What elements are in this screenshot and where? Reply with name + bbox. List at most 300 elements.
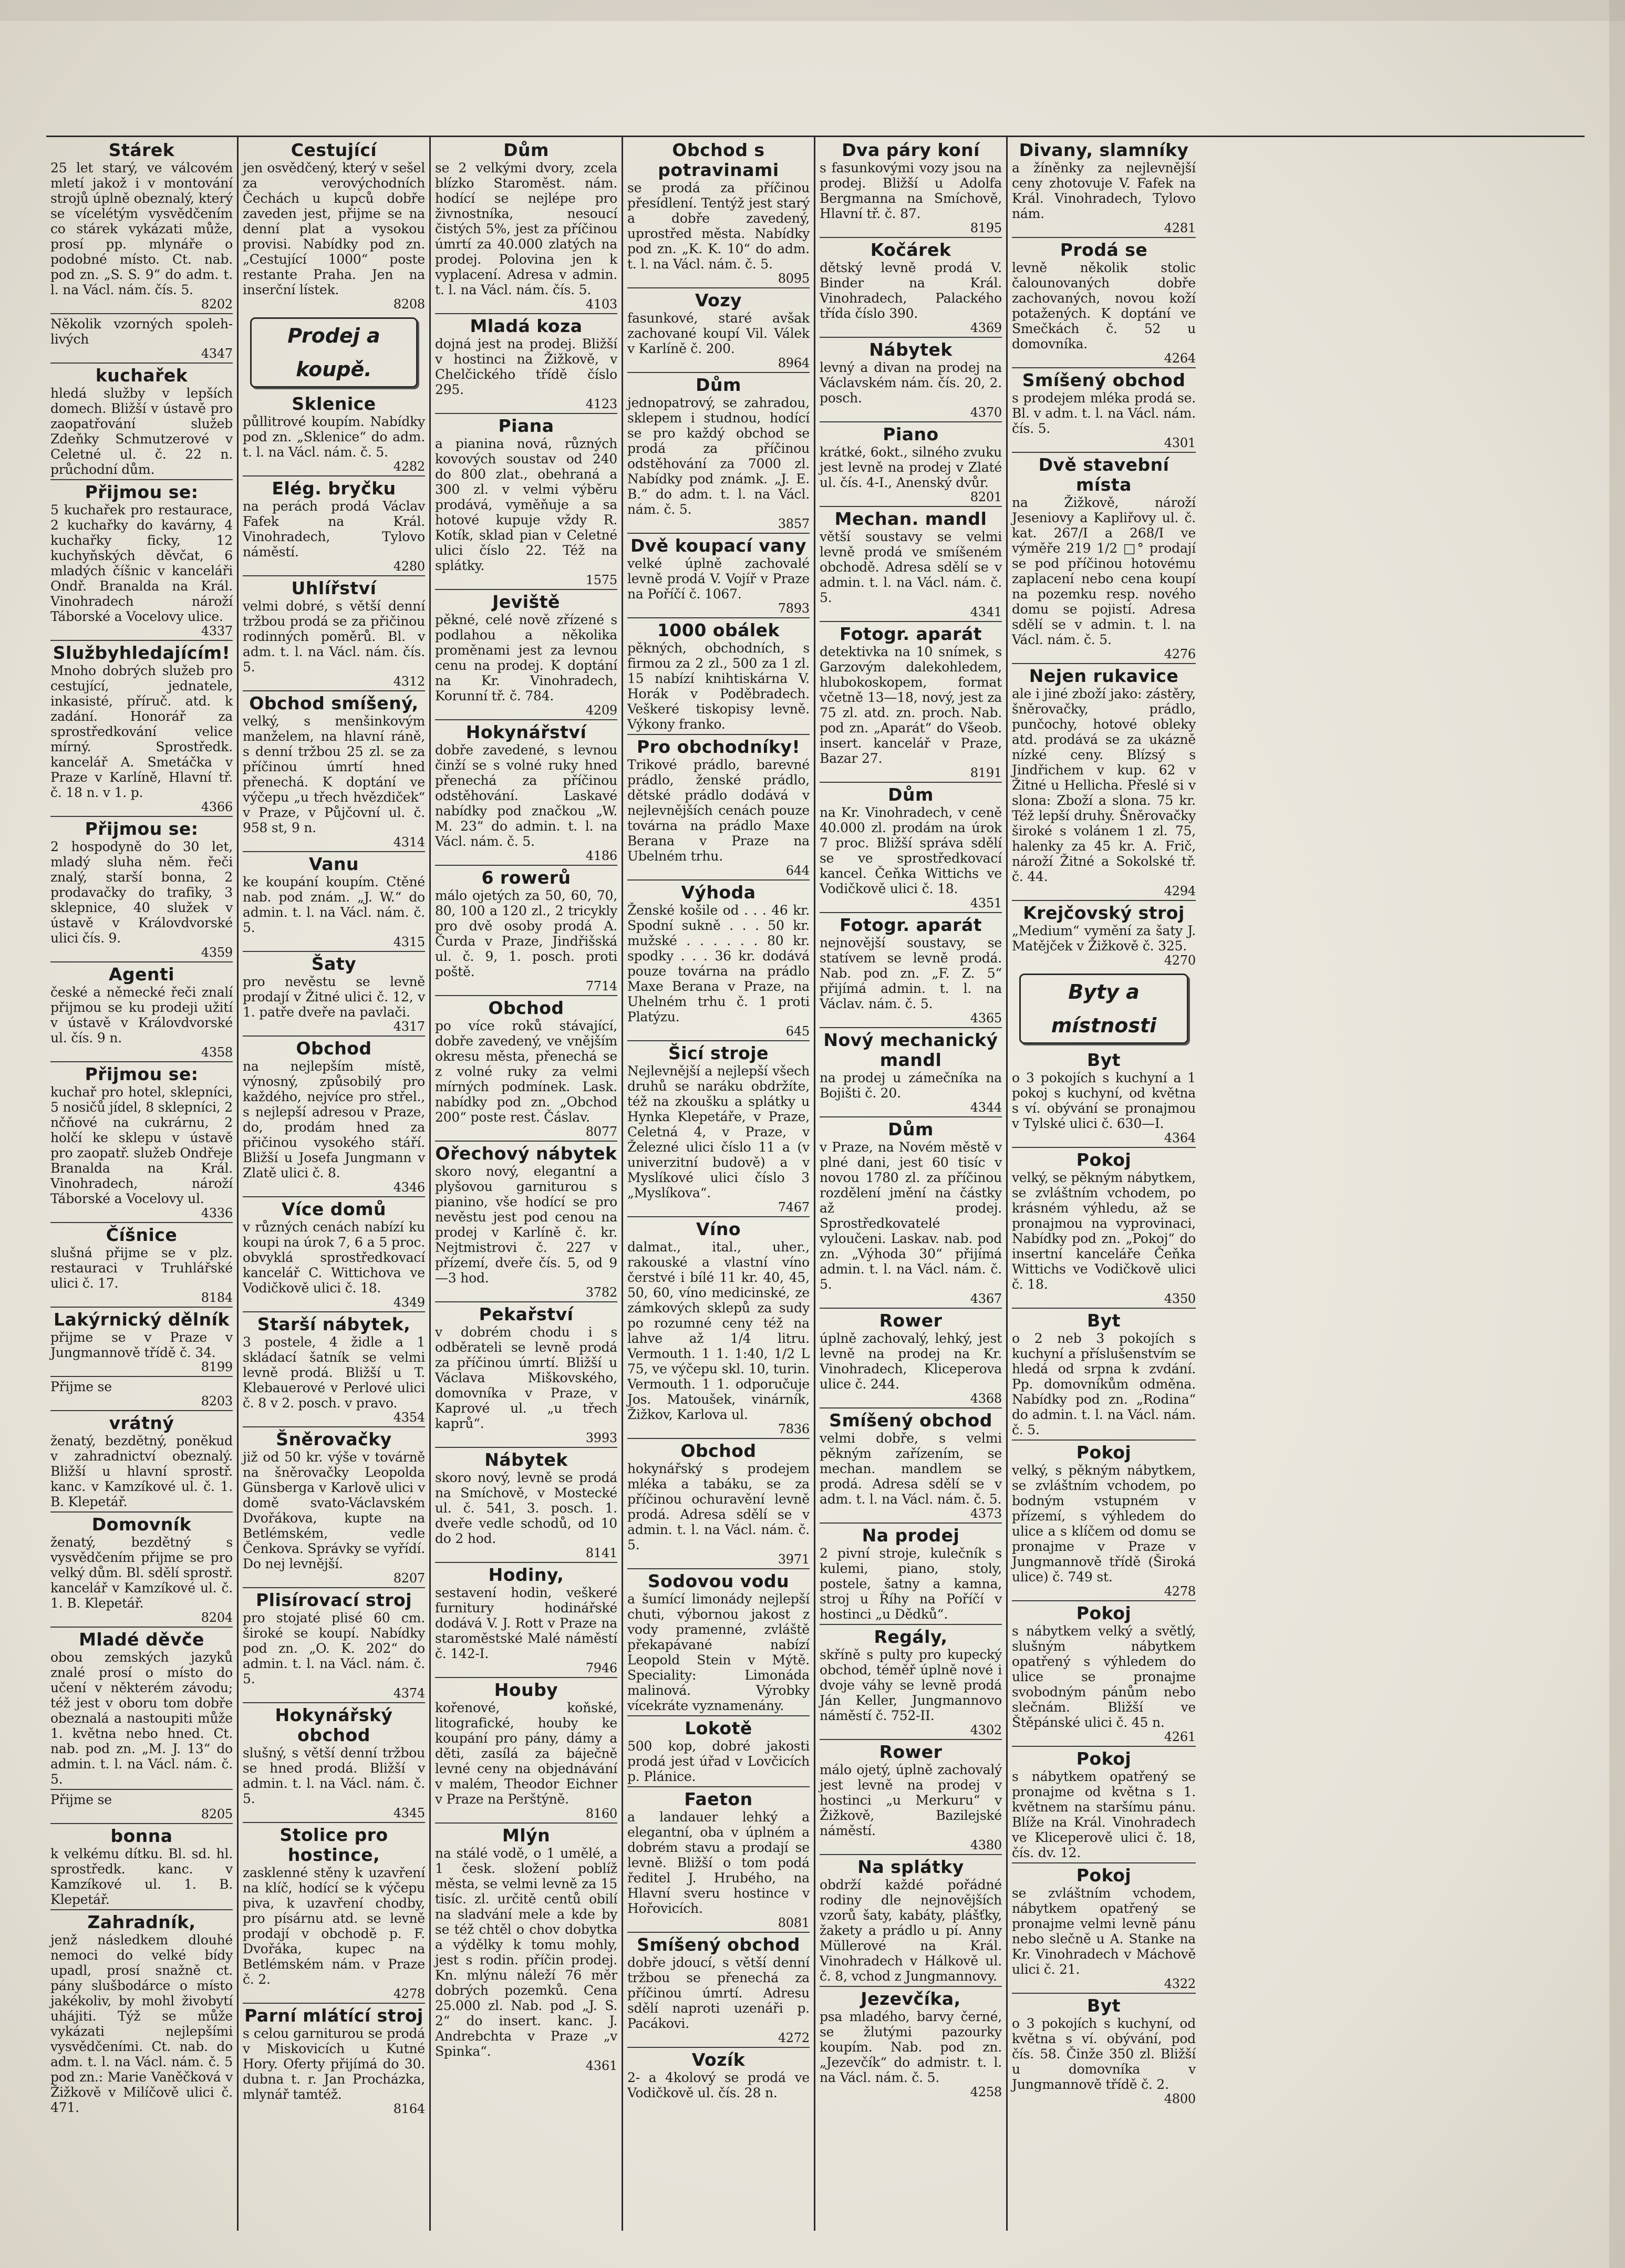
- ad-heading: Pokoj: [1076, 1442, 1132, 1463]
- ad-text: k velkému dítku. Bl. sd. hl. sprostředk. kanc. v Kamzíkové ul. 1. B. Klepetář.: [50, 1846, 233, 1907]
- classified-ad: [435, 719, 617, 863]
- classified-ad: [1012, 900, 1196, 967]
- classified-ad: [627, 617, 810, 732]
- classified-ad: [820, 1739, 1002, 1852]
- classified-ad: [50, 313, 233, 360]
- ad-text: skoro nový, levně se prodá na Smíchově, v Mostecké ul. č. 541, 3. posch. 1. dveře vedle schodů, od 10 do 2 hod.: [435, 1470, 617, 1546]
- classified-ad: [435, 140, 617, 311]
- ad-heading: Obchod: [488, 998, 564, 1018]
- classified-ad: [820, 337, 1002, 419]
- ad-number: 4370: [970, 405, 1002, 420]
- classified-ad: [243, 2003, 425, 2116]
- ad-number: 4314: [393, 835, 425, 850]
- ad-heading: Pekařství: [479, 1304, 574, 1324]
- ad-heading: Víno: [696, 1219, 741, 1239]
- ad-number: 4359: [201, 945, 233, 960]
- ad-heading: Parní mlátící stroj: [244, 2005, 423, 2026]
- classified-ad: [820, 1407, 1002, 1520]
- classified-ad: [50, 1410, 233, 1509]
- ad-heading: Piana: [498, 416, 554, 436]
- classified-ad: [50, 1627, 233, 1787]
- classified-ad: [820, 1027, 1002, 1114]
- classified-ad: [50, 640, 233, 814]
- ad-heading: Přijmou se:: [85, 482, 199, 502]
- classified-ad: [1012, 140, 1196, 235]
- classified-ad: [435, 313, 617, 411]
- classified-ad: [50, 1061, 233, 1220]
- ad-text: v různých cenách nabízí ku koupi na úrok 7, 6 a 5 proc. obvyklá sprostředkovací kancelář C. Wittichova ve Vodičkově ulici č. 18.: [243, 1219, 425, 1296]
- ad-number: 4261: [1164, 1730, 1196, 1744]
- ad-heading: Pokoj: [1076, 1865, 1132, 1886]
- ad-text: a šumící limonády nejlepší chuti, výbornou jakost z vody pramenné, zvláště překapávané nabízí Leopold Stein v Mýtě. Speciality: Limonáda malinová. Výrobky vícekráte vyznamenány.: [627, 1591, 810, 1713]
- classified-ad: [820, 1624, 1002, 1737]
- ad-heading: Mladé děvče: [79, 1629, 204, 1650]
- ad-text: ke koupání koupím. Ctěné nab. pod znám. „J. W.“ do admin. t. l. na Václ. nám. č. 5.: [243, 874, 425, 935]
- ad-heading: Pokoj: [1076, 1748, 1132, 1769]
- ad-number: 8207: [393, 1571, 425, 1586]
- classified-ad: [1012, 1862, 1196, 1991]
- ad-text: na Žižkově, nároží Jeseniovy a Kapliřovy ul. č. kat. 267/I a 268/I ve výměře 219 1/2 □° prodají se pod příčinou hotovému zaplacení nebo cena koupí na pozemku resp. nového domu se pojistí. Adresa sdělí se v admin. t. l. na Václ. nám. č. 5.: [1012, 495, 1196, 647]
- ad-number: 8964: [778, 356, 810, 370]
- ad-heading: Krejčovský stroj: [1023, 903, 1185, 923]
- ad-text: v dobrém chodu i s odběrateli se levně prodá za příčinou úmrtí. Bližší u Václava Miškovského, domovníka v Praze, v Kaprové ul. „u třech kaprů“.: [435, 1324, 617, 1431]
- classified-ad: [1012, 1993, 1196, 2106]
- ad-heading: Dům: [888, 1119, 934, 1140]
- ad-heading: Zahradník,: [87, 1912, 196, 1932]
- ad-number: 8195: [970, 221, 1002, 235]
- ad-heading: Vozík: [691, 2049, 746, 2070]
- ad-text: na stálé vodě, o 1 umělé, a 1 česk. složení poblíž města, se velmi levně za 15 tisíc. zl. určitě centů obilí na sladvání mele a kde by se též chtěl o chov dobytka a výdělky k tomu mohly, jest s rodin. příčin prodej. Kn. mlýnu náleží 76 měr dobrých pozemků. Cena 25.000 zl. Nab. pod „J. S. 2“ do insert. kanc. J. Andrebchta v Praze „v Spinka“.: [435, 1846, 617, 2059]
- classified-ad: [50, 1511, 233, 1624]
- ad-number: 4281: [1164, 221, 1196, 235]
- ad-heading: Výhoda: [681, 882, 756, 903]
- ad-text: Nejlevnější a nejlepší všech druhů se naráku obdržíte, též na zkoušku a splátky u Hynka Klepetáře, v Praze, Celetná 4, v Praze, v Železné ulici číslo 11 a (v univerzitní budově) a v Myslíkové ulici číslo 3 „Myslíkova“.: [627, 1063, 810, 1200]
- ad-text: skříně s pulty pro kupecký obchod, téměř úplně nové i dvoje váhy se levně prodá Ján Keller, Jungmannovo náměstí č. 752-II.: [820, 1647, 1002, 1723]
- ad-number: 4364: [1164, 1131, 1196, 1145]
- ad-heading: Jeviště: [492, 592, 560, 612]
- classified-ad: [435, 995, 617, 1138]
- ad-heading: Více domů: [282, 1199, 386, 1219]
- classified-ad: [820, 621, 1002, 780]
- classified-ad: [435, 589, 617, 717]
- classified-ad: [50, 961, 233, 1059]
- ad-number: 4350: [1164, 1291, 1196, 1306]
- ad-heading: Pro obchodníky!: [636, 737, 801, 757]
- ad-heading: Houby: [494, 1680, 558, 1700]
- ad-text: ženatý, bezdětný, poněkud v zahradnictví obeznalý. Bližší u hlavní sprostř. kanc. v Kamzíkové ul. č. 1. B. Klepetář.: [50, 1433, 233, 1509]
- ad-number: 4123: [585, 397, 617, 411]
- ad-heading: Kočárek: [870, 240, 951, 260]
- ad-text: dojná jest na prodej. Bližší v hostinci na Žižkově, v Chelčického třídě číslo 295.: [435, 336, 617, 397]
- ad-heading: Dvě koupací vany: [630, 535, 807, 556]
- ad-number: 4294: [1164, 884, 1196, 898]
- ad-number: 8081: [778, 1915, 810, 1930]
- classified-ad: [1012, 452, 1196, 661]
- ad-number: 7946: [585, 1661, 617, 1675]
- ad-text: 25 let starý, ve válcovém mletí jakož i v montování strojů úplně obeznalý, který se vícelétým vysvědčením co stárek vykázati může, prosí pp. mlynáře o podobné místo. Ct. nab. pod zn. „S. S. 9“ do adm. t. l. na Václ. nám. čís. 5.: [50, 160, 233, 297]
- ad-text: a pianina nová, různých kovových soustav od 240 do 800 zlat., obehraná a 300 zl. v velmi výběru prodává, vyměňuje a sa hotové kupuje vždy R. Kotík, sklad pian v Celetné ulici číslo 22. Též na splátky.: [435, 436, 617, 573]
- ad-number: 8095: [778, 271, 810, 286]
- ad-heading: 6 rowerů: [481, 867, 571, 888]
- ad-heading: Dům: [888, 784, 934, 805]
- classified-ad: [1012, 1439, 1196, 1598]
- ad-text: kuchař pro hotel, sklepníci, 5 nosičů jídel, 8 sklepníci, 2 nčňové na cukrárnu, 2 holčí ke sklepu v ústavě pro zaopatř. služeb Ondřeje Branalda na Král. Vinohradech, nároží Táborské a Vocelovy ul.: [50, 1084, 233, 1206]
- ad-text: velký, se pěkným nábytkem, se zvláštním vchodem, po krásném výhledu, až se pronajmou na vyprovinaci, Nabídky pod zn. „Pokoj“ do insertní kanceláře Čeňka Wittichs ve Vodičkově ulici č. 18.: [1012, 1170, 1196, 1292]
- ad-number: 4312: [393, 674, 425, 689]
- ad-number: 4282: [393, 459, 425, 474]
- ad-text: přijme se v Praze v Jungmannově třídě č. 34.: [50, 1330, 233, 1360]
- classified-ad: [820, 1116, 1002, 1306]
- ad-text: pro stojaté plisé 60 cm. široké se koupí. Nabídky pod zn. „O. K. 202“ do admin. t. l. na Václ. nám. č. 5.: [243, 1610, 425, 1686]
- classified-ad: [50, 816, 233, 959]
- ad-text: levný a divan na prodej na Václavském nám. čís. 20, 2. posch.: [820, 360, 1002, 406]
- ad-number: 4270: [1164, 953, 1196, 968]
- ad-heading: Nový mechanický mandl: [823, 1030, 998, 1070]
- ad-heading: Smíšený obchod: [1022, 370, 1186, 390]
- ad-number: 8204: [201, 1610, 233, 1625]
- ad-text: detektivka na 10 snímek, s Garzovým dalekohledem, hlubokoskopem, format včetně 13—18, nový, jest za 75 zl. atd. zn. proch. Nab. pod zn. „Aparát“ do Všeob. insert. kancelář v Praze, Bazar 27.: [820, 644, 1002, 766]
- ad-text: s fasunkovými vozy jsou na prodej. Bližší u Adolfa Bergmanna na Smíchově, Hlavní tř. č. 87.: [820, 160, 1002, 221]
- ad-heading: Divany, slamníky: [1019, 140, 1189, 160]
- ad-text: Několik vzorných spoleh-livých: [50, 316, 233, 347]
- ad-heading: Byt: [1087, 1050, 1121, 1070]
- ad-heading: Faeton: [684, 1789, 753, 1809]
- ad-heading: Pokoj: [1076, 1149, 1132, 1170]
- ad-number: 7836: [778, 1422, 810, 1436]
- ad-text: velmi dobře, s velmi pěkným zařízením, se mechan. mandlem se prodá. Adresa sdělí se v adm. t. l. na Václ. nám. č. 5.: [820, 1431, 1002, 1507]
- ad-heading: Mladá koza: [470, 316, 583, 336]
- classified-ad: [435, 865, 617, 993]
- ad-text: velké úplně zachovalé levně prodá V. Vojíř v Praze na Poříčí č. 1067.: [627, 556, 810, 602]
- ad-text: slušná přijme se v plz. restauraci v Truhlářské ulici č. 17.: [50, 1245, 233, 1291]
- ad-number: 4369: [970, 320, 1002, 335]
- ad-text: s prodejem mléka prodá se. Bl. v adm. t. l. na Václ. nám. čís. 5.: [1012, 390, 1196, 436]
- ad-text: psa mladého, barvy černé, se žlutými pazourky koupím. Nab. pod zn. „Jezevčík“ do admistr. t. l. na Václ. nám. č. 5.: [820, 2009, 1002, 2085]
- classified-ad: [243, 394, 425, 473]
- ad-number: 4368: [970, 1391, 1002, 1406]
- ad-text: na prodej u zámečníka na Bojišti č. 20.: [820, 1070, 1002, 1101]
- classified-ad: [627, 1216, 810, 1436]
- ad-heading: 1000 obálek: [657, 620, 780, 640]
- ad-number: 7893: [778, 601, 810, 616]
- classified-ad: [627, 372, 810, 531]
- page-edge-right: [1609, 0, 1625, 2268]
- ad-text: pěkné, celé nově zřízené s podlahou a několika proměnami jest za levnou cenu na prodej. K doptání na Kr. Vinohradech, Korunní tř. č. 784.: [435, 612, 617, 703]
- ad-heading: Rower: [879, 1310, 943, 1331]
- classified-ad: [627, 140, 810, 285]
- ad-text: po více roků stávající, dobře zavedený, ve vnějším okresu města, přenechá se z volné ruky za velmi mírných podmínek. Lask. nabídky pod zn. „Obchod 200“ poste rest. Čáslav.: [435, 1018, 617, 1125]
- section-heading-box: Prodej a koupě.: [250, 317, 418, 388]
- ad-heading: Hodiny,: [488, 1565, 564, 1585]
- ad-number: 4272: [778, 2031, 810, 2045]
- ad-text: 500 kop, dobré jakosti prodá jest úřad v Lovčicích p. Plánice.: [627, 1738, 810, 1784]
- ad-heading: Rower: [879, 1742, 943, 1762]
- classified-ad: [435, 1562, 617, 1675]
- column-4: [623, 137, 815, 2231]
- ad-heading: Piano: [883, 424, 939, 444]
- ad-number: 4354: [393, 1410, 425, 1425]
- ad-number: 4380: [970, 1838, 1002, 1852]
- ad-text: o 2 neb 3 pokojích s kuchyní a příslušenstvím se hledá od srpna k zvdání. Pp. domovníkům odměna. Nabídky pod zn. „Rodina“ do admin. t. l. na Václ. nám. č. 5.: [1012, 1331, 1196, 1437]
- ad-number: 8184: [201, 1290, 233, 1305]
- ad-text: se zvláštním vchodem, nábytkem opatřený se pronajme velmi levně pánu nebo slečně u A. Stanke na Kr. Vinohradech v Máchově ulici č. 21.: [1012, 1886, 1196, 1977]
- classified-columns: [46, 136, 1585, 2231]
- ad-text: levně několik stolic čalounovaných dobře zachovaných, novou koží potažených. K doptání ve Smečkách č. 52 u domovníka.: [1012, 260, 1196, 351]
- ad-text: se prodá za příčinou přesídlení. Tentýž jest starý a dobře zavedený, uprostřed města. Nabídky pod zn. „K. K. 10“ do adm. t. l. na Václ. nám. č. 5.: [627, 180, 810, 272]
- ad-text: velký, s menšinkovým manželem, na hlavní ráně, s denní tržbou 25 zl. se za příčinou úmrtí hned přenechá. K doptání ve výčepu „u třech hvězdiček“ v Praze, v Půjčovní ul. č. 958 st, 9 n.: [243, 713, 425, 835]
- ad-number: 8203: [201, 1394, 233, 1409]
- ad-number: 8208: [393, 297, 425, 312]
- ad-number: 4280: [393, 559, 425, 574]
- ad-text: obou zemských jazyků znalé prosí o místo do učení v některém závodu; též jest v oboru tom dobře obeznalá a nastoupiti může 1. května nebo hned. Ct. nab. pod zn. „M. J. 13“ do admin. t. l. na Václ. nám. č. 5.: [50, 1650, 233, 1787]
- ad-heading: Obchod: [680, 1441, 757, 1461]
- ad-text: Trikové prádlo, barevné prádlo, ženské prádlo, dětské prádlo dodává v nejlevnějších cenách pouze továrna na prádlo Maxe Berana v Praze na Ubelném trhu.: [627, 757, 810, 864]
- ad-number: 4349: [393, 1295, 425, 1310]
- classified-ad: [243, 140, 425, 311]
- ad-number: 3782: [585, 1285, 617, 1300]
- ad-number: 4366: [201, 800, 233, 814]
- ad-heading: Domovník: [91, 1514, 192, 1535]
- ad-text: málo ojetých za 50, 60, 70, 80, 100 a 120 zl., 2 tricykly pro dvě osoby prodá A. Čurda v Praze, Jindřišská ul. č. 9, 1. posch. proti poště.: [435, 888, 617, 979]
- ad-number: 4347: [201, 346, 233, 361]
- ad-text: ale i jiné zboží jako: zástěry, šněrovačky, prádlo, punčochy, hotové obleky atd. prodává se za ukázně nízké ceny. Blízsý s Jindřichem v kup. 62 v Žitné u Hellicha. Přeslé si v slona: Zboží a slona. 75 kr. Též lepší druhy. Šněrovačky široké s volánem 1 zl. 75, halenky za 45 kr. A. Frič, nároží Žitné a Sokolské tř. č. 44.: [1012, 686, 1196, 884]
- ad-number: 4336: [201, 1206, 233, 1220]
- classified-ad: [627, 1715, 810, 1784]
- ad-text: dobře jdoucí, s větší denní tržbou se přenechá za příčinou úmrtí. Adresu sdělí naproti uzenáři p. Pacákovi.: [627, 1955, 810, 2031]
- ad-number: 8201: [970, 490, 1002, 504]
- classified-ad: [243, 1426, 425, 1585]
- ad-text: české a německé řeči znalí přijmou se ku prodeji užití v ústavě v Královdvorské ul. čís. 9 n.: [50, 985, 233, 1045]
- classified-ad: [243, 1822, 425, 2001]
- classified-ad: [820, 506, 1002, 619]
- column-2: [239, 137, 431, 2231]
- classified-ad: [50, 1909, 233, 2115]
- ad-heading: Cestující: [291, 140, 377, 160]
- ad-text: Přijme se: [50, 1792, 112, 1807]
- ad-number: 4264: [1164, 351, 1196, 366]
- ad-number: 4361: [585, 2058, 617, 2073]
- ad-text: a žíněnky za nejlevnější ceny zhotovuje V. Fafek na Král. Vinohradech, Tylovo nám.: [1012, 160, 1196, 221]
- ad-text: hokynářský s prodejem mléka a tabáku, se za příčinou ochuravění levně prodá. Adresa sdělí se v admin. t. l. na Václ. nám. č. 5.: [627, 1461, 810, 1552]
- ad-number: 8164: [393, 2101, 425, 2116]
- ad-number: 8160: [585, 1806, 617, 1821]
- ad-heading: Ořechový nábytek: [435, 1143, 617, 1164]
- ad-number: 4345: [393, 1806, 425, 1820]
- classified-ad: [50, 1823, 233, 1907]
- ad-number: 3993: [585, 1431, 617, 1445]
- ad-heading: Lakýrnický dělník: [54, 1309, 230, 1330]
- ad-heading: Starší nábytek,: [257, 1314, 411, 1334]
- ad-text: 5 kuchařek pro restaurace, 2 kuchařky do kavárny, 4 kuchařky ficky, 12 kuchyňských děvčat, 6 mladých číšnic v kanceláři Ondř. Branalda na Král. Vinohradech nároží Táborské a Vocelovy ulice.: [50, 502, 233, 624]
- ad-heading: Dva páry koní: [842, 140, 980, 160]
- classified-ad: [627, 2047, 810, 2100]
- ad-number: 4278: [1164, 1584, 1196, 1599]
- classified-ad: [50, 479, 233, 638]
- ad-text: a landauer lehký a elegantní, oba v úplném a dobrém stavu a prodají se levně. Bližší o tom podá ředitel J. Hrubého, na Hlavní sveru hostince v Hořovicích.: [627, 1809, 810, 1916]
- ad-text: „Medium“ vymění za šaty J. Matějček v Žižkově č. 325.: [1012, 923, 1196, 954]
- ad-heading: Dům: [696, 375, 741, 395]
- ad-number: 4186: [585, 848, 617, 863]
- classified-ad: [243, 690, 425, 849]
- ad-heading: Na prodej: [862, 1525, 960, 1546]
- ad-number: 8077: [585, 1124, 617, 1139]
- ad-text: v Praze, na Novém městě v plné dani, jest 60 tisíc v novou 1780 zl. za příčinou rozdělení jmění na částky až prodej. Sprostředkovatelé vyloučeni. Laskav. nab. pod zn. „Výhoda 30“ přijímá admin. t. l. na Václ. nám. č. 5.: [820, 1140, 1002, 1292]
- ad-heading: Nábytek: [484, 1449, 568, 1470]
- ad-text: s celou garniturou se prodá v Miskovicích u Kutné Hory. Oferty přijímá do 30. dubna t. r. Jan Procházka, mlynář tamtéž.: [243, 2026, 425, 2102]
- ad-number: 4103: [585, 297, 617, 312]
- ad-text: půllitrové koupím. Nabídky pod zn. „Sklenice“ do adm. t. l. na Václ. nám. č. 5.: [243, 414, 425, 460]
- ad-number: 4209: [585, 703, 617, 718]
- classified-ad: [627, 879, 810, 1038]
- ad-text: hledá služby v lepších domech. Bližší v ústavě pro zaopatřování služeb Zdeňky Schmutzerové v Celetné ul. č. 22 n. průchodní dům.: [50, 386, 233, 477]
- ad-number: 4365: [970, 1011, 1002, 1026]
- ad-text: pro nevěstu se levně prodají v Žitné ulici č. 12, v 1. patře dveře na pavlači.: [243, 974, 425, 1020]
- ad-number: 4317: [393, 1019, 425, 1034]
- classified-ad: [243, 475, 425, 573]
- ad-number: 4258: [970, 2085, 1002, 2099]
- ad-text: pěkných, obchodních, s firmou za 2 zl., 500 za 1 zl. 15 nabízí knihtiskárna V. Horák v Poděbradech. Veškeré tiskopisy levně. Výkony franko.: [627, 640, 810, 732]
- classified-ad: [627, 1438, 810, 1566]
- ad-number: 4358: [201, 1045, 233, 1060]
- ad-heading: Regály,: [874, 1627, 948, 1647]
- ad-text: Mnoho dobrých služeb pro cestující, jednatele, inkasisté, příruč. atd. k zadání. Honorář za sprostředkování velice mírný. Sprostředk. kancelář A. Smetáčka v Praze v Karlíně, Hlavní tř. č. 18 n. v 1. p.: [50, 663, 233, 800]
- ad-heading: Agenti: [108, 964, 175, 985]
- ad-text: 3 postele, 4 židle a 1 skládací šatník se velmi levně prodá. Bližší u T. Klebauerové v Perlové ulici č. 8 v 2. posch. v pravo.: [243, 1334, 425, 1411]
- ad-heading: Šaty: [311, 954, 357, 974]
- classified-ad: [820, 1854, 1002, 1984]
- ad-heading: Obchod smíšený,: [249, 693, 419, 713]
- classified-ad: [50, 1789, 233, 1821]
- ad-text: s nábytkem velký a světlý, slušným nábytkem opatřený s výhledem do ulice se pronajme svobodným pánům nebo slečnám. Bližší ve Štěpánské ulici č. 45 n.: [1012, 1623, 1196, 1730]
- classified-ad: [243, 1196, 425, 1309]
- ad-text: jenž následkem dlouhé nemoci do velké bídy upadl, prosí snažně ct. pány slušbodárce o místo jakékoliv, by mohl živobytí uhájiti. Týž se může vykázati nejlepšími vysvědčeními. Ct. nab. do adm. t. l. na Václ. nám. č. 5 pod zn.: Marie Vaněčková v Žižkově v Milíčově ulici č. 471.: [50, 1932, 233, 2115]
- classified-ad: [50, 363, 233, 477]
- classified-ad: [820, 140, 1002, 235]
- classified-ad: [50, 140, 233, 311]
- ad-heading: Dvě stavební místa: [1038, 454, 1169, 495]
- ad-number: 644: [785, 863, 810, 878]
- column-6: [1008, 137, 1200, 2231]
- column-3: [431, 137, 623, 2231]
- ad-heading: Uhlířství: [291, 578, 377, 598]
- ad-heading: Nejen rukavice: [1029, 666, 1179, 686]
- ad-number: 4276: [1164, 647, 1196, 661]
- classified-ad: [435, 1301, 617, 1445]
- ad-heading: kuchařek: [95, 365, 188, 386]
- classified-ad: [50, 1307, 233, 1374]
- ad-text: velmi dobré, s větší denní tržbou prodá se za přičinou rodinných poměrů. Bl. v adm. t. l. na Václ. nám. čís. 5.: [243, 598, 425, 675]
- ad-heading: bonna: [110, 1826, 173, 1846]
- ad-heading: Vozy: [695, 290, 742, 310]
- classified-ad: [1012, 1050, 1196, 1145]
- classified-ad: [627, 734, 810, 877]
- ad-heading: Byt: [1087, 1310, 1121, 1331]
- ad-text: sestavení hodin, veškeré furnitury hodinářské dodává V. J. Rott v Praze na staroměstské Malé náměstí č. 142-I.: [435, 1585, 617, 1661]
- ad-number: 1575: [585, 573, 617, 587]
- column-5: [815, 137, 1008, 2231]
- ad-heading: Mlýn: [502, 1825, 551, 1846]
- ad-heading: Číšnice: [106, 1225, 178, 1245]
- ad-heading: Pokoj: [1076, 1603, 1132, 1623]
- column-1: [46, 137, 239, 2231]
- ad-text: se 2 velkými dvory, zcela blízko Staroměst. nám. hodící se nejlépe pro živnostníka, nesoucí čistých 5%, jest za příčinou úmrtí za 40.000 zlatých na prodej. Polovina jen k vyplacení. Adresa v admin. t. l. na Václ. nám. čís. 5.: [435, 160, 617, 297]
- ad-heading: Smíšený obchod: [637, 1934, 800, 1955]
- ad-text: fasunkové, staré avšak zachované koupí Vil. Válek v Karlíně č. 200.: [627, 310, 810, 356]
- classified-ad: [820, 912, 1002, 1025]
- classified-ad: [243, 575, 425, 688]
- ad-text: jednopatrový, se zahradou, sklepem i studnou, hodící se pro každý obchod se prodá za příčinou odstěhování za 7000 zl. Nabídky pod známk. „J. E. B.“ do adm. t. l. na Václ. nám. č. 5.: [627, 395, 810, 517]
- classified-ad: [435, 1447, 617, 1560]
- ad-text: dalmat., ital., uher., rakouské a vlastní víno čerstvé i bílé 11 kr. 40, 45, 50, 60, víno medicinské, ze zámkových sklepů za sudy po rozumné ceny též na lahve až 1/4 litru. Vermouth. 1 1. 1:40, 1/2 L 75, ve výčepu skl. 10, turin. Vermouth. 1 1. odporučuje Jos. Matoušek, vinárník, Žižkov, Karlova ul.: [627, 1239, 810, 1422]
- ad-heading: Přijmou se:: [85, 819, 199, 839]
- ad-heading: Službyhledajícím!: [53, 643, 231, 663]
- ad-number: 4346: [393, 1180, 425, 1195]
- classified-ad: [820, 1308, 1002, 1405]
- classified-ad: [1012, 1600, 1196, 1744]
- ad-heading: Nábytek: [869, 339, 953, 360]
- ad-text: zasklenné stěny k uzavření na klíč, hodící se k výčepu piva, k uzavření chodby, pro písárnu atd. se levně prodají v obchodě p. F. Dvořáka, kupec na Betlémském nám. v Praze č. 2.: [243, 1865, 425, 1987]
- ad-text: skoro nový, elegantní a plyšovou garniturou s pianino, vše hodící se pro nevěstu jest pod cenou na prodej v Karlíně č. kr. Nejtmistrovi č. 227 v přízemí, dveře čís. 5, od 9—3 hod.: [435, 1164, 617, 1286]
- ad-heading: Lokotě: [685, 1718, 752, 1738]
- ad-number: 4301: [1164, 436, 1196, 450]
- ad-text: krátké, 6okt., silného zvuku jest levně na prodej v Zlaté ul. čís. 4-I., Anenský dvůr.: [820, 444, 1002, 490]
- ad-heading: Byt: [1087, 1995, 1121, 2016]
- classified-ad: [820, 1986, 1002, 2099]
- ad-heading: Přijmou se:: [85, 1064, 199, 1084]
- ad-text: obdrží každé pořádné rodiny dle nejnovějších vzorů šaty, kabáty, plášťky, žakety a prádlo u pí. Anny Müllerové na Král. Vinohradech v Hálkově ul. č. 8, vchod z Jungmannovy.: [820, 1877, 1002, 1984]
- classified-ad: [1012, 1147, 1196, 1306]
- classified-ad: [820, 237, 1002, 335]
- ad-text: na Kr. Vinohradech, v ceně 40.000 zl. prodám na úrok 7 proc. Bližší správa sdělí se ve sprostředkovací kancel. Čeňka Wittichs ve Vodičkově ulici č. 18.: [820, 805, 1002, 896]
- classified-ad: [1012, 663, 1196, 898]
- classified-ad: [820, 782, 1002, 910]
- ad-heading: Šněrovačky: [276, 1429, 392, 1449]
- ad-text: úplně zachovalý, lehký, jest levně na prodej na Kr. Vinohradech, Kliceperova ulice č. 244.: [820, 1331, 1002, 1392]
- classified-ad: [243, 951, 425, 1033]
- ad-heading: Prodá se: [1060, 240, 1148, 260]
- ad-heading: Fotogr. aparát: [839, 915, 982, 935]
- ad-text: dobře zavedené, s levnou činží se s volné ruky hned přenechá za příčinou odstěhování. Laskavé nabídky pod značkou „W. M. 23“ do admin. t. l. na Václ. nám. č. 5.: [435, 742, 617, 849]
- ad-number: 7467: [778, 1200, 810, 1215]
- ad-heading: Stolice pro hostince,: [280, 1825, 388, 1865]
- ad-text: málo ojetý, úplně zachovalý jest levně na prodej v hostinci „u Merkuru“ v Žižkově, Bazilejské náměstí.: [820, 1762, 1002, 1838]
- ad-heading: Šicí stroje: [668, 1043, 769, 1063]
- ad-heading: Hokynářství: [465, 722, 587, 742]
- ad-text: na perách prodá Václav Fafek na Král. Vinohradech, Tylovo náměstí.: [243, 499, 425, 560]
- ad-text: s nábytkem opatřený se pronajme od května s 1. květnem na staršímu pánu. Blíže na Král. Vinohradech ve Kliceperově ulici č. 18, čís. dv. 12.: [1012, 1769, 1196, 1860]
- ad-text: velký, s pěkným nábytkem, se zvláštním vchodem, po bodným vstupném v přízemí, s výhledem do ulice a s klíčem od domu se pronajme v Praze v Jungmannově třídě (Široká ulice) č. 749 st.: [1012, 1463, 1196, 1585]
- classified-ad: [435, 1141, 617, 1299]
- ad-heading: Obchod: [296, 1038, 372, 1059]
- ad-heading: Dům: [503, 140, 549, 160]
- ad-heading: Obchod s potravinami: [658, 140, 779, 180]
- ad-heading: Sklenice: [292, 393, 376, 414]
- ad-heading: Elég. bryčku: [272, 478, 396, 499]
- ad-heading: Mechan. mandl: [834, 509, 987, 529]
- ad-heading: Hokynářský obchod: [275, 1705, 393, 1745]
- ad-text: 2 pivní stroje, kulečník s kulemi, piano, stoly, postele, šatny a kamna, stroj u Říhy na Poříčí v hostinci „u Dědků“.: [820, 1546, 1002, 1622]
- classified-ad: [243, 1311, 425, 1424]
- ad-number: 4341: [970, 605, 1002, 619]
- classified-ad: [820, 1523, 1002, 1622]
- ad-number: 4322: [1164, 1976, 1196, 1991]
- classified-ad: [627, 1040, 810, 1214]
- classified-ad: [243, 1702, 425, 1820]
- ad-text: kořenové, koňské, litografické, houby ke koupání pro pány, dámy a děti, zasílá za báječně levné ceny na objednávání v malém, Theodor Eichner v Praze na Perštýně.: [435, 1700, 617, 1807]
- ad-number: 8202: [201, 297, 233, 312]
- classified-ad: [1012, 237, 1196, 365]
- ad-heading: Smíšený obchod: [829, 1410, 992, 1431]
